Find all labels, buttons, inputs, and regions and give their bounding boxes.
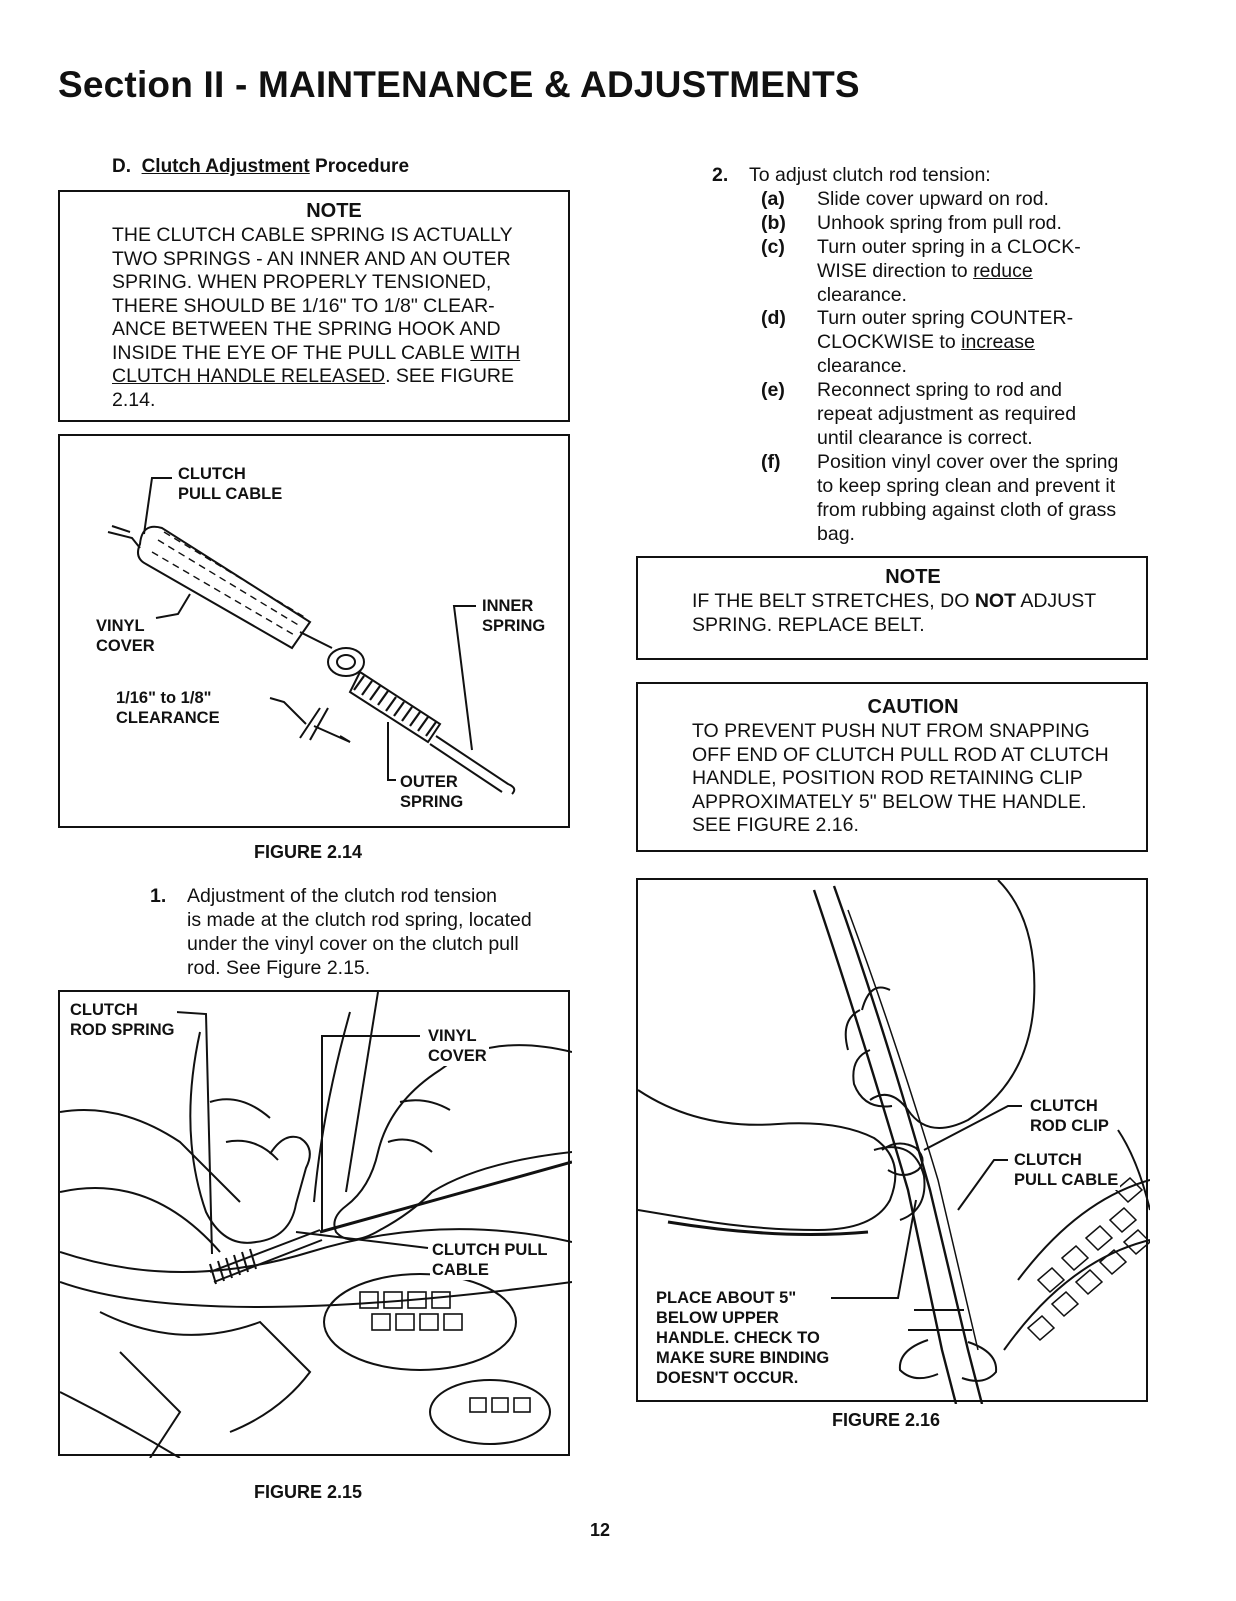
sub-step-label: (e) [761, 379, 785, 401]
step-intro: To adjust clutch rod tension: [749, 164, 991, 186]
label-clutch-rod-clip: CLUTCH ROD CLIP [1030, 1097, 1109, 1135]
sub-step-line: Slide cover upward on rod. [817, 188, 1049, 210]
note-title: NOTE [885, 566, 941, 588]
label-vinyl-cover: VINYL COVER [96, 617, 155, 655]
section-subheading [112, 156, 409, 178]
note-underline-released: CLUTCH HANDLE RELEASED [112, 365, 386, 387]
note-box-clutch-spring [58, 190, 570, 422]
note-title: NOTE [306, 200, 362, 222]
sub-step-line: Position vinyl cover over the spring [817, 451, 1119, 473]
sub-step-line: Turn outer spring in a CLOCK- [817, 236, 1081, 258]
label-clearance: 1/16" to 1/8" CLEARANCE [116, 689, 220, 727]
caution-line: SEE FIGURE 2.16. [692, 814, 859, 836]
caution-line: TO PREVENT PUSH NUT FROM SNAPPING [692, 720, 1090, 742]
photo-clutch-rod-spring [60, 992, 572, 1458]
step-1 [150, 884, 570, 984]
note-tail: . SEE FIGURE [385, 365, 515, 387]
step-line: under the vinyl cover on the clutch pull [187, 933, 519, 955]
figure-2-15-caption: FIGURE 2.15 [254, 1482, 363, 1502]
note-line: INSIDE THE EYE OF THE PULL CABLE [112, 341, 471, 364]
label-outer-spring: OUTER SPRING [400, 773, 464, 811]
step-line: rod. See Figure 2.15. [187, 957, 371, 979]
figure-2-16 [636, 878, 1148, 1402]
step-line: is made at the clutch rod spring, located [187, 909, 532, 931]
page-number: 12 [590, 1520, 611, 1540]
caution-line: OFF END OF CLUTCH PULL ROD AT CLUTCH [692, 743, 1109, 766]
subheading-rest: Procedure [309, 156, 410, 177]
subheading-underlined: Clutch Adjustment [141, 156, 310, 177]
sub-step-line: until clearance is correct. [817, 427, 1033, 449]
label-clutch-rod-spring: CLUTCH ROD SPRING [70, 1001, 175, 1039]
step-line: Adjustment of the clutch rod tension [187, 885, 498, 907]
note-line: SPRING. WHEN PROPERLY TENSIONED, [112, 271, 492, 293]
note-line: TWO SPRINGS - AN INNER AND AN OUTER [112, 247, 511, 270]
sub-step-line: to keep spring clean and prevent it [817, 475, 1116, 497]
label-clutch-pull-cable: CLUTCH PULL CABLE [1014, 1151, 1119, 1189]
sub-step-line: clearance. [817, 355, 907, 377]
figure-2-14-caption: FIGURE 2.14 [254, 842, 363, 862]
page-title: Section II - MAINTENANCE & ADJUSTMENTS [58, 64, 860, 105]
step-number: 1. [150, 885, 167, 907]
subheading-letter: D. [112, 156, 131, 177]
note-underline-with: WITH [470, 341, 521, 364]
sub-step-line: CLOCKWISE to [817, 331, 962, 353]
label-vinyl-cover: VINYL COVER [428, 1027, 487, 1065]
label-place-about: PLACE ABOUT 5" BELOW UPPER HANDLE. CHECK TO MAKE SURE BINDING DOESN'T OCCUR. [656, 1289, 830, 1387]
note-line: THE CLUTCH CABLE SPRING IS ACTUALLY [112, 224, 513, 246]
step-number: 2. [712, 164, 729, 186]
note-line: THERE SHOULD BE 1/16" TO 1/8" CLEAR- [112, 294, 495, 317]
sub-step-line: Turn outer spring COUNTER- [817, 307, 1074, 329]
note-line: ANCE BETWEEN THE SPRING HOOK AND [112, 318, 501, 340]
sub-step-line: clearance. [817, 284, 907, 306]
sub-step-line: bag. [817, 523, 855, 545]
note-body [112, 224, 556, 412]
sub-step-line: Reconnect spring to rod and [817, 379, 1062, 401]
sub-step-label: (c) [761, 236, 785, 258]
figure-2-14 [58, 434, 570, 828]
caution-box [636, 682, 1148, 852]
underline-reduce: reduce [973, 260, 1033, 282]
label-clutch-pull-cable: CLUTCH PULL CABLE [432, 1241, 548, 1279]
label-inner-spring: INNER SPRING [482, 597, 546, 635]
sub-step-label: (b) [761, 212, 786, 234]
sub-step-label: (a) [761, 188, 785, 210]
sub-step-line: repeat adjustment as required [817, 403, 1077, 425]
figure-2-15 [58, 990, 570, 1456]
sub-step-line: WISE direction to [817, 260, 974, 282]
underline-increase: increase [961, 331, 1035, 353]
note-last: 2.14. [112, 388, 156, 411]
caution-title: CAUTION [867, 696, 959, 718]
sub-step-line: from rubbing against cloth of grass [817, 499, 1117, 521]
caution-line: HANDLE, POSITION ROD RETAINING CLIP [692, 767, 1083, 789]
note-bold-not: NOT [974, 590, 1016, 612]
note-line: ADJUST [1015, 590, 1097, 612]
sub-step-line: Unhook spring from pull rod. [817, 212, 1062, 234]
label-clutch-pull-cable: CLUTCH PULL CABLE [178, 465, 283, 503]
figure-2-16-caption: FIGURE 2.16 [832, 1410, 941, 1430]
sub-step-label: (f) [761, 451, 781, 473]
caution-line: APPROXIMATELY 5" BELOW THE HANDLE. [692, 790, 1087, 813]
sub-step-label: (d) [761, 307, 786, 329]
note-line: IF THE BELT STRETCHES, DO [692, 590, 975, 612]
note-line: SPRING. REPLACE BELT. [692, 613, 925, 636]
note-box-belt [636, 556, 1148, 660]
